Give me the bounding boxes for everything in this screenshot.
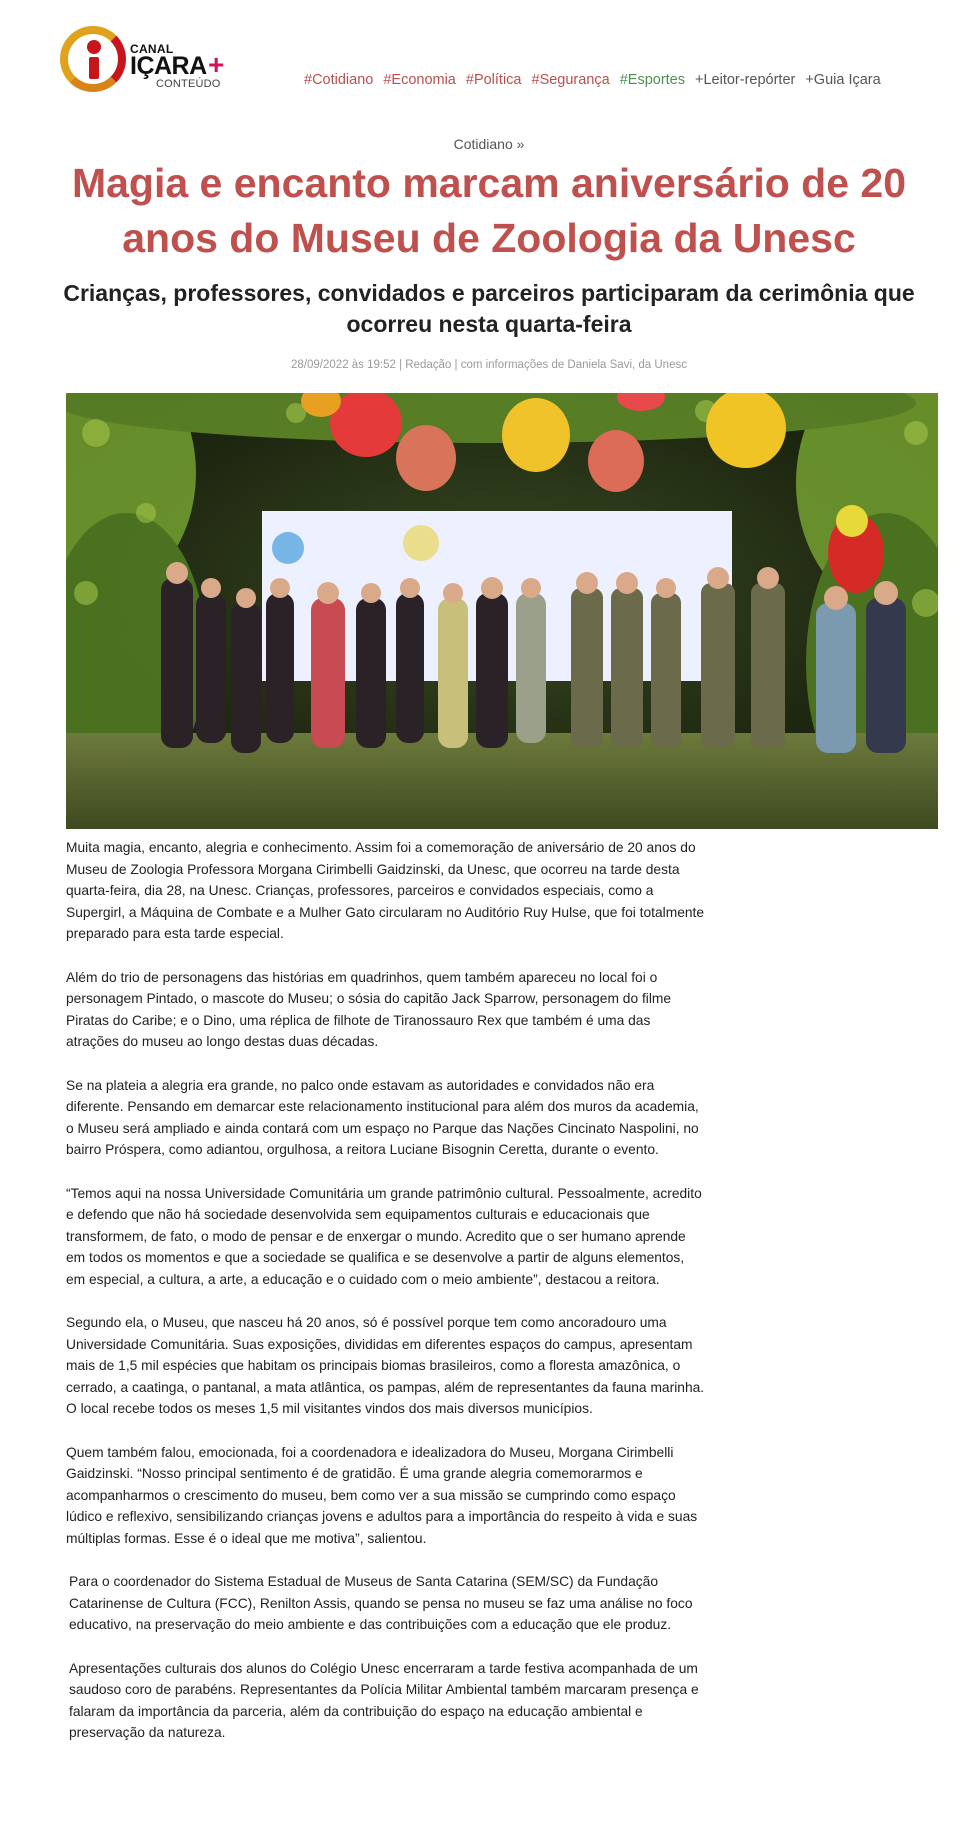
nav-leitor-reporter[interactable]: +Leitor-repórter [695,72,796,88]
nav-politica[interactable]: #Política [465,72,522,88]
nav-guia-icara[interactable]: +Guia Içara [805,72,881,88]
nav-seguranca[interactable]: #Segurança [531,72,610,88]
logo-icara-text: IÇARA [130,52,207,80]
site-header [0,0,978,110]
article-paragraph: Se na plateia a alegria era grande, no palco onde estavam as autoridades e convidados não era diferente. Pensando em demarcar este relacionamento institucional para além dos muros da academia, o Museu será ampliado e ainda contará com um espaço no Parque das Nações Cincinato Naspolini, no bairro Próspera, como adiantou, orgulhosa, a reitora Luciane Bisognin Ceretta, durante o evento. [66,1077,699,1158]
article-paragraph: Muita magia, encanto, alegria e conhecimento. Assim foi a comemoração de aniversário de 20 anos do Museu de Zoologia Professora Morgana Cirimbelli Gaidzinski, da Unesc, que ocorreu na tarde desta quarta-feira, dia 28, na Unesc. Crianças, professores, parceiros e convidados especiais, como a Supergirl, a Máquina de Combate e a Mulher Gato circularam no Auditório Ruy Hulse, que foi totalmente preparado para esta tarde especial. [66,840,705,942]
logo-conteudo-text: CONTEÚDO [156,78,221,90]
article-paragraph: Para o coordenador do Sistema Estadual de Museus de Santa Catarina (SEM/SC) da Fundação Catarinense de Cultura (FCC), Renilton Assis, quando se pensa no museu se faz uma análise no foco educativo, na preservação do meio ambiente e das contribuições com a educação que ele produz. [69,1574,693,1633]
article-subtitle: Crianças, professores, convidados e parceiros participaram da cerimônia que ocorreu nesta quarta-feira [63,280,915,337]
breadcrumb-cotidiano-link[interactable]: Cotidiano » [453,136,525,152]
article-paragraph: Apresentações culturais dos alunos do Colégio Unesc encerraram a tarde festiva acompanhada de um saudoso coro de parabéns. Representantes da Polícia Militar Ambiental também marcaram presença e falaram da importância da parceria, além da contribuição do espaço na educação ambiental e preservação da natureza. [69,1660,699,1741]
article-paragraph: Quem também falou, emocionada, foi a coordenadora e idealizadora do Museu, Morgana Cirimbelli Gaidzinski. “Nosso principal sentimento é de gratidão. É uma grande alegria comemorarmos e acompanharmos o crescimento do museu, bem como ver a sua missão se cumprindo como espaço lúdico e reflexivo, sensibilizando crianças jovens e adultos para a importância do respeito à vida e suas múltiplas formas. Esse é o ideal que me motiva”, salientou. [66,1444,698,1546]
article-paragraph: Segundo ela, o Museu, que nasceu há 20 anos, só é possível porque tem como ancoradouro uma Universidade Comunitária. Suas exposições, divididas em diferentes espaços do campus, apresentam mais de 1,5 mil espécies que habitam os principais biomas brasileiros, como a floresta amazônica, o cerrado, a caatinga, o pantanal, a mata atlântica, os pampas, além de representantes da fauna marinha. O local recebe todos os meses 1,5 mil visitantes vindos dos mais diversos municípios. [66,1315,705,1417]
article-paragraph: “Temos aqui na nossa Universidade Comunitária um grande patrimônio cultural. Pessoalmente, acredito e defendo que não há sociedade desenvolvida sem equipamentos culturais e educacionais que transformem, de fato, o modo de pensar e de enxergar o mundo. Acredito que o ser humano aprende em todos os momentos e que a sociedade se qualifica e se desenvolve a partir de alguns elementos, em especial, a cultura, a arte, a educação e o cuidado com o meio ambiente”, destacou a reitora. [66,1185,702,1287]
event-group-photo [66,393,938,829]
nav-economia[interactable]: #Economia [383,72,456,88]
main-nav [304,72,881,88]
article-body [66,837,706,1766]
logo-canal-text: CANAL [130,42,174,56]
article-photo [66,393,938,829]
site-logo[interactable] [60,26,236,96]
article-meta: 28/09/2022 às 19:52 | Redação | com informações de Daniela Savi, da Unesc [291,359,687,371]
nav-esportes[interactable]: #Esportes [619,72,685,88]
logo-i-bar-icon [89,57,99,79]
logo-i-dot-icon [87,40,101,54]
logo-plus-icon: + [208,49,225,80]
article-paragraph: Além do trio de personagens das histórias em quadrinhos, quem também apareceu no local foi o personagem Pintado, o mascote do Museu; o sósia do capitão Jack Sparrow, personagem do filme Piratas do Caribe; e o Dino, uma réplica de filhote de Tiranossauro Rex que também é uma das atrações do museu ao longo destas duas décadas. [66,969,672,1050]
breadcrumb [0,136,978,152]
article-title: Magia e encanto marcam aniversário de 20 anos do Museu de Zoologia da Unesc [71,160,907,261]
nav-cotidiano[interactable]: #Cotidiano [304,72,374,88]
